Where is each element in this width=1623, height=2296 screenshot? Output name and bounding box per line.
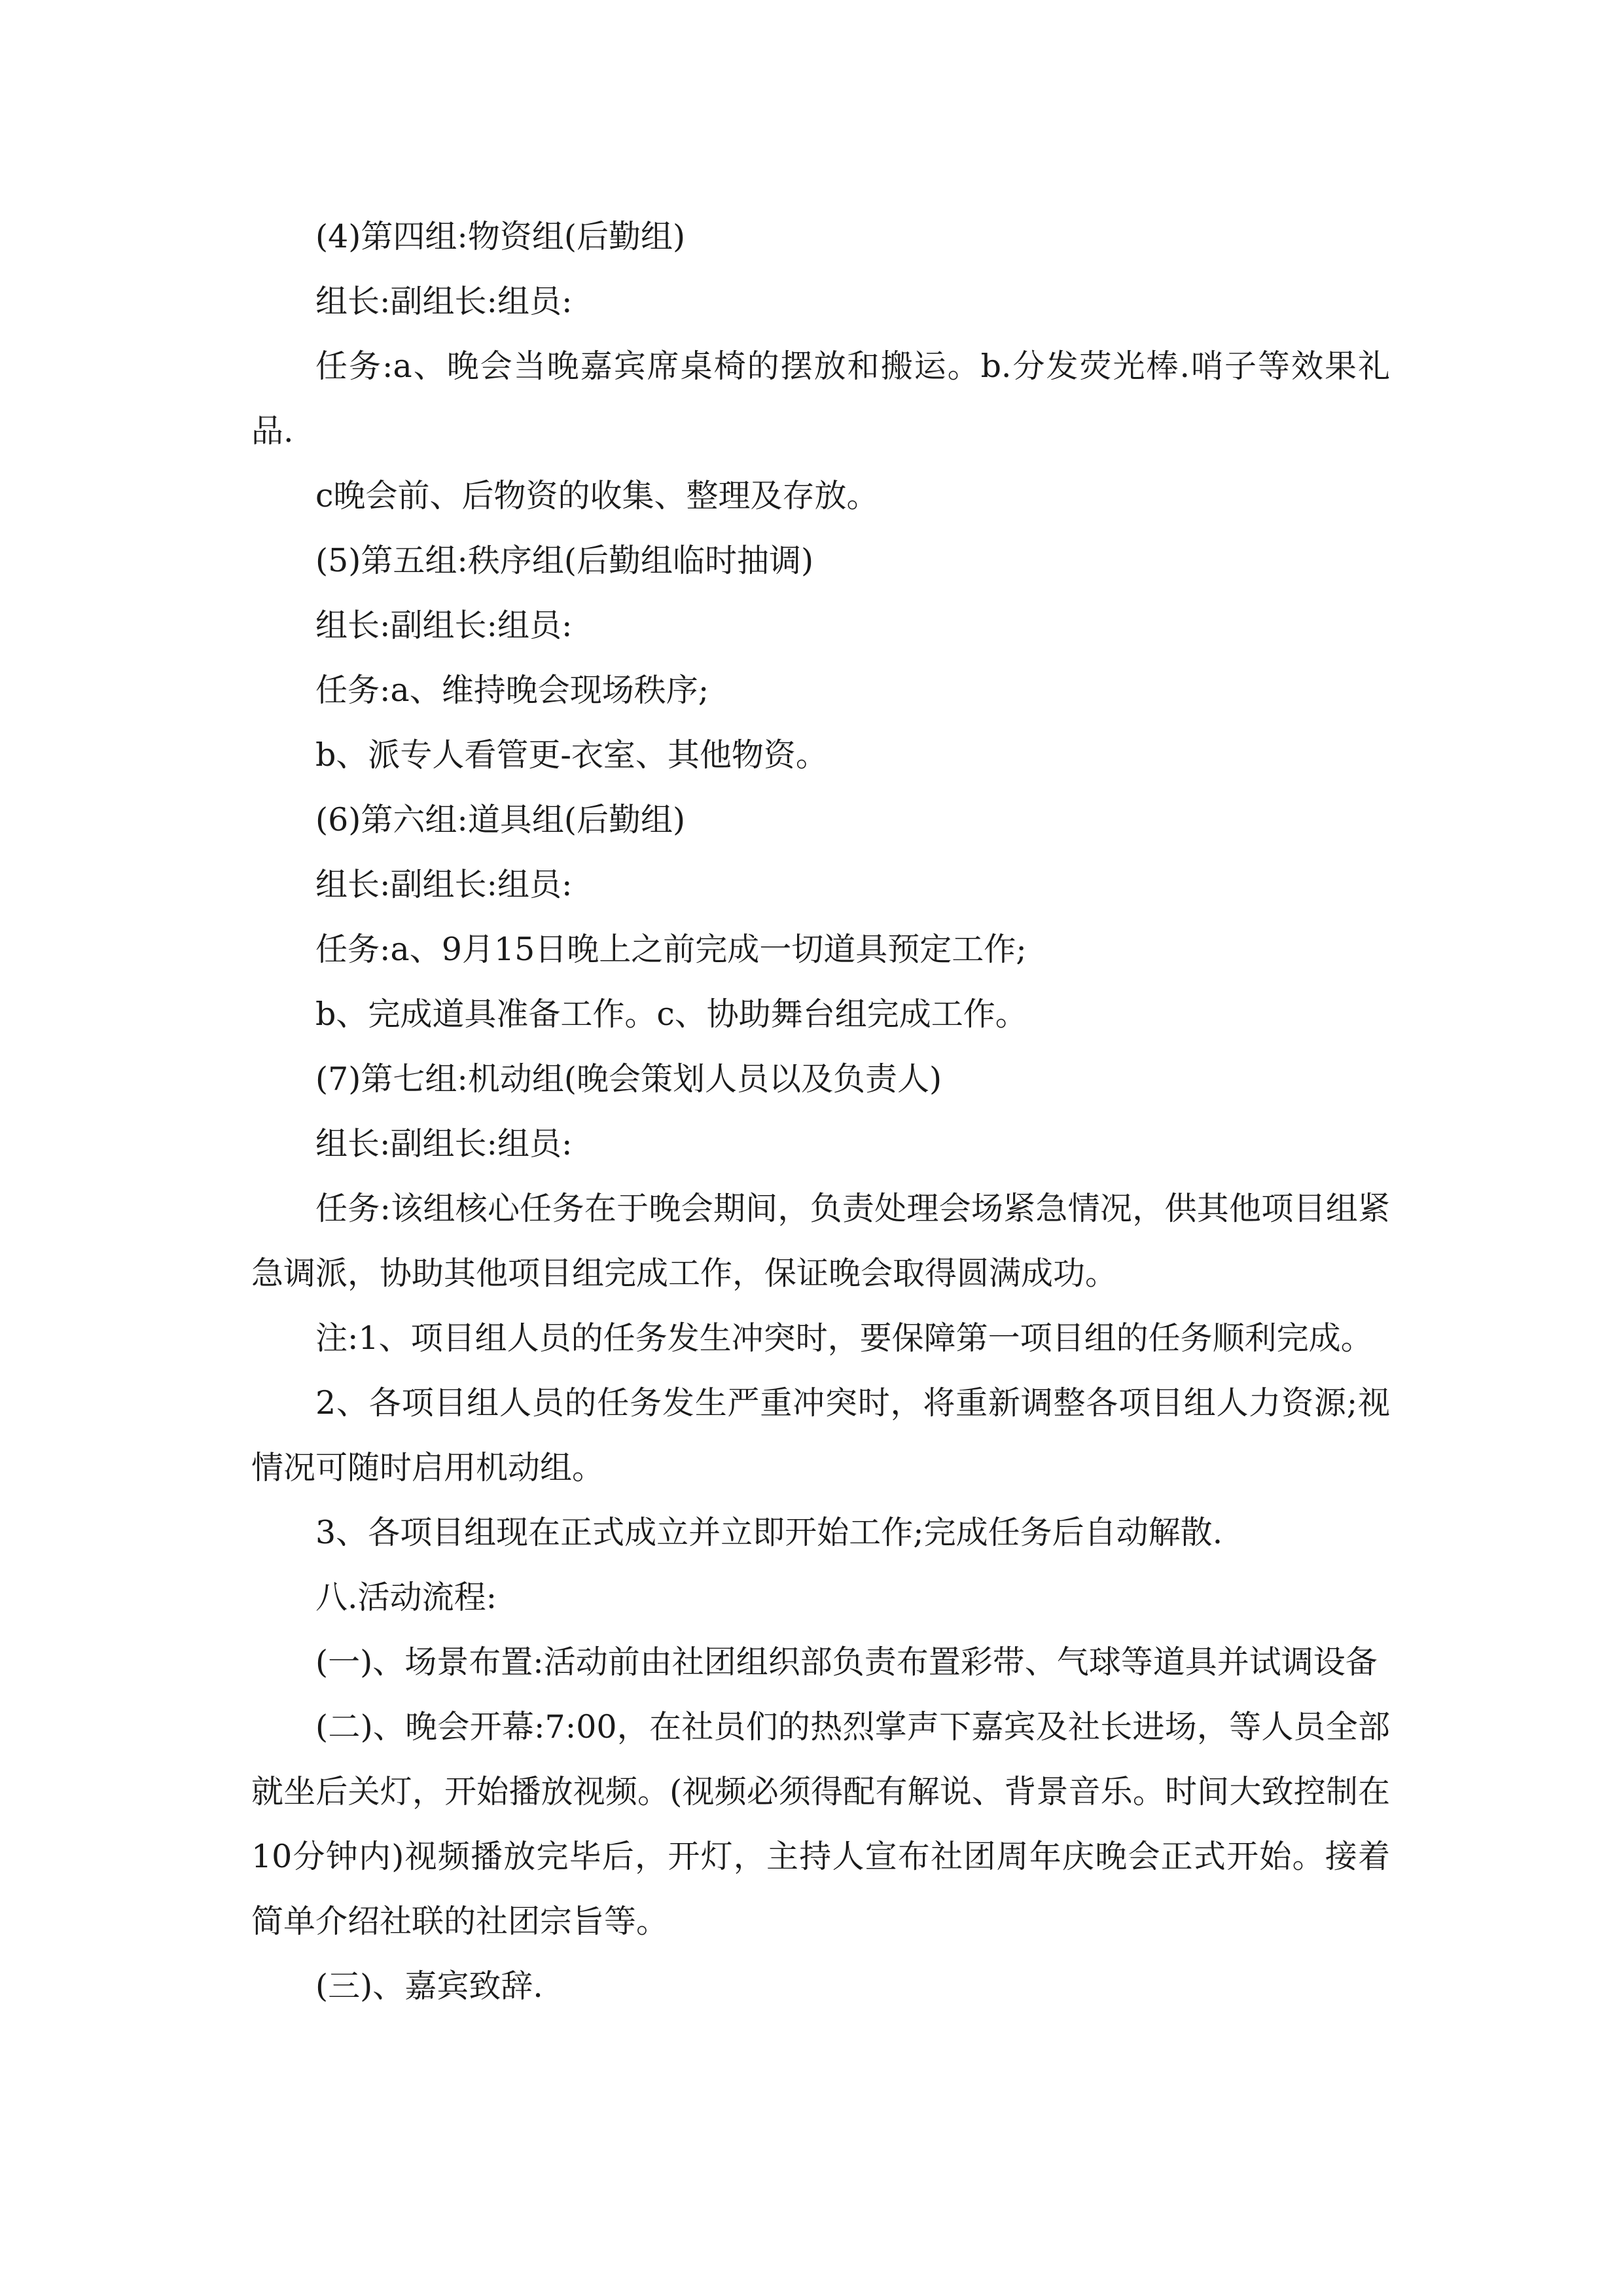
paragraph-group5-members: 组长:副组长:组员: [315,607,573,644]
paragraph-group7-members: 组长:副组长:组员: [315,1125,573,1162]
paragraph-note-2: 2、各项目组人员的任务发生严重冲突时，将重新调整各项目组人力资源;视情况可随时启用机动组。 [251,1384,1390,1486]
paragraph-group5-title: (5)第五组:秩序组(后勤组临时抽调) [315,542,814,579]
paragraph-group4-members: 组长:副组长:组员: [315,283,573,320]
document-body [251,204,1390,2018]
paragraph-group4-task: 任务:a、晚会当晚嘉宾席桌椅的摆放和搬运。b.分发荧光棒.哨子等效果礼品. [251,348,1390,450]
paragraph-note-3: 3、各项目组现在正式成立并立即开始工作;完成任务后自动解散. [315,1514,1223,1551]
paragraph-group7-title: (7)第七组:机动组(晚会策划人员以及负责人) [315,1060,942,1098]
section-heading-activity-flow: 八.活动流程: [315,1579,497,1616]
paragraph-group7-task: 任务:该组核心任务在于晚会期间，负责处理会场紧急情况，供其他项目组紧急调派，协助其他项目组完成工作，保证晚会取得圆满成功。 [251,1190,1390,1292]
paragraph-group4-title: (4)第四组:物资组(后勤组) [315,218,686,255]
paragraph-group4-task-c: c晚会前、后物资的收集、整理及存放。 [315,477,879,514]
paragraph-group5-task-b: b、派专人看管更-衣室、其他物资。 [315,736,828,774]
paragraph-group6-task: 任务:a、9月15日晚上之前完成一切道具预定工作; [315,931,1027,968]
paragraph-group6-task-b: b、完成道具准备工作。c、协助舞台组完成工作。 [315,996,1027,1033]
paragraph-flow-1: (一)、场景布置:活动前由社团组织部负责布置彩带、气球等道具并试调设备 [315,1643,1378,1681]
paragraph-flow-2: (二)、晚会开幕:7:00，在社员们的热烈掌声下嘉宾及社长进场，等人员全部就坐后关灯，开始播放视频。(视频必须得配有解说、背景音乐。时间大致控制在10分钟内)视频播放完毕后，开灯，主持人宣布社团周年庆晚会正式开始。接着简单介绍社联的社团宗旨等。 [251,1708,1390,1940]
paragraph-flow-3: (三)、嘉宾致辞. [315,1967,543,2005]
paragraph-group6-title: (6)第六组:道具组(后勤组) [315,801,686,838]
paragraph-note-1: 注:1、项目组人员的任务发生冲突时，要保障第一项目组的任务顺利完成。 [315,1319,1373,1357]
paragraph-group5-task: 任务:a、维持晚会现场秩序; [315,672,709,709]
paragraph-group6-members: 组长:副组长:组员: [315,866,573,903]
